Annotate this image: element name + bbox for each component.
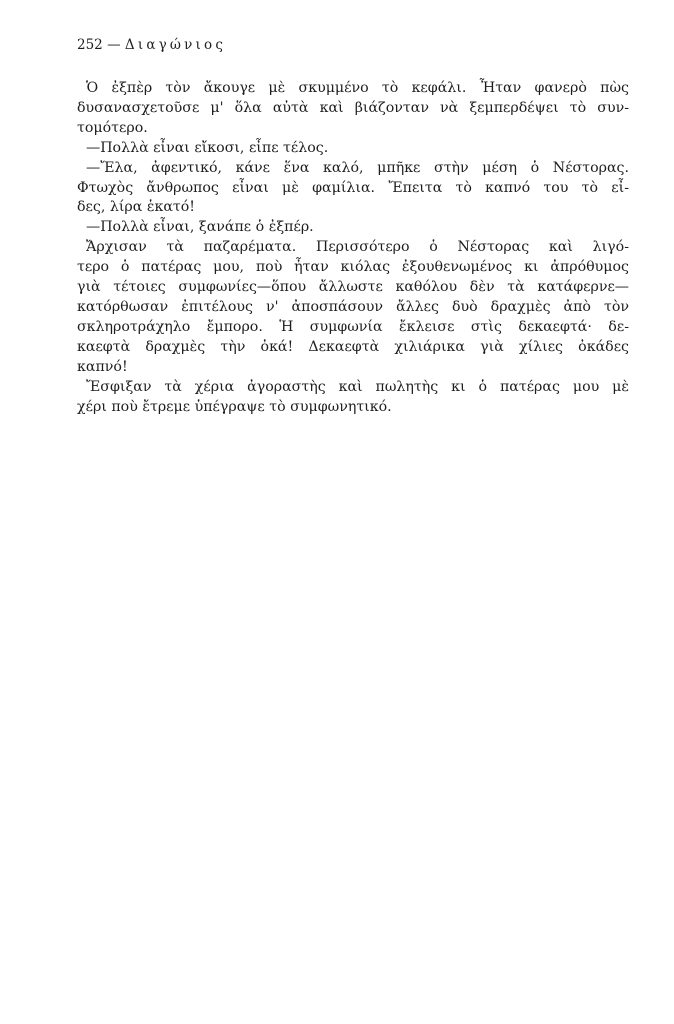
paragraph — [77, 79, 629, 139]
text-line: —Ἔλα, ἀφεντικό, κάνε ἕνα καλό, μπῆκε στὴν μέση ὁ Νέστορας. — [86, 159, 629, 176]
running-header — [77, 36, 226, 54]
text-line: —Πολλὰ εἶναι εἴκοσι, εἶπε τέλος. — [86, 139, 329, 156]
text-line: τερο ὁ πατέρας μου, ποὺ ἦταν κιόλας ἐξουθενωμένος κι ἀπρόθυμος — [77, 259, 629, 276]
paragraph — [77, 139, 629, 159]
running-title: Διαγώνιος — [124, 37, 227, 53]
body-text — [77, 79, 629, 417]
text-line: τομότερο. — [77, 119, 148, 136]
page-number: 252 — [77, 37, 103, 53]
text-line: χέρι ποὺ ἔτρεμε ὑπέγραψε τὸ συμφωνητικό. — [77, 398, 392, 415]
text-line: Φτωχὸς ἄνθρωπος εἶναι μὲ φαμίλια. Ἔπειτα τὸ καπνό του τὸ εἶ- — [77, 179, 629, 196]
text-line: Ἄρχισαν τὰ παζαρέματα. Περισσότερο ὁ Νέστορας καὶ λιγό- — [86, 239, 629, 256]
text-line: κατόρθωσαν ἐπιτέλους ν' ἀποσπάσουν ἄλλες δυὸ δραχμὲς ἀπὸ τὸν — [77, 298, 629, 315]
text-line: Ὁ ἐξπὲρ τὸν ἄκουγε μὲ σκυμμένο τὸ κεφάλι. Ἦταν φανερὸ πὼς — [86, 80, 629, 96]
text-line: καεφτὰ δραχμὲς τὴν ὀκά! Δεκαεφτὰ χιλιάρικα γιὰ χίλιες ὀκάδες — [77, 338, 629, 355]
text-line: δυσανασχετοῦσε μ' ὅλα αὐτὰ καὶ βιάζονταν νὰ ξεμπερδέψει τὸ συν- — [77, 99, 629, 116]
text-line: δες, λίρα ἑκατό! — [77, 199, 195, 216]
text-line: σκληροτράχηλο ἔμπορο. Ἡ συμφωνία ἔκλεισε στὶς δεκαεφτά· δε- — [77, 318, 629, 335]
paragraph — [77, 378, 629, 418]
text-line: Ἔσφιξαν τὰ χέρια ἀγοραστὴς καὶ πωλητὴς κι ὁ πατέρας μου μὲ — [86, 378, 629, 395]
paragraph — [77, 159, 629, 219]
header-dash: — — [107, 37, 121, 53]
text-line: —Πολλὰ εἶναι, ξανάπε ὁ ἐξπέρ. — [86, 219, 314, 236]
paragraph — [77, 218, 629, 238]
text-line: γιὰ τέτοιες συμφωνίες—ὅπου ἄλλωστε καθόλου δὲν τὰ κατάφερνε— — [77, 279, 629, 296]
paragraph — [77, 238, 629, 377]
text-line: καπνό! — [77, 358, 128, 375]
